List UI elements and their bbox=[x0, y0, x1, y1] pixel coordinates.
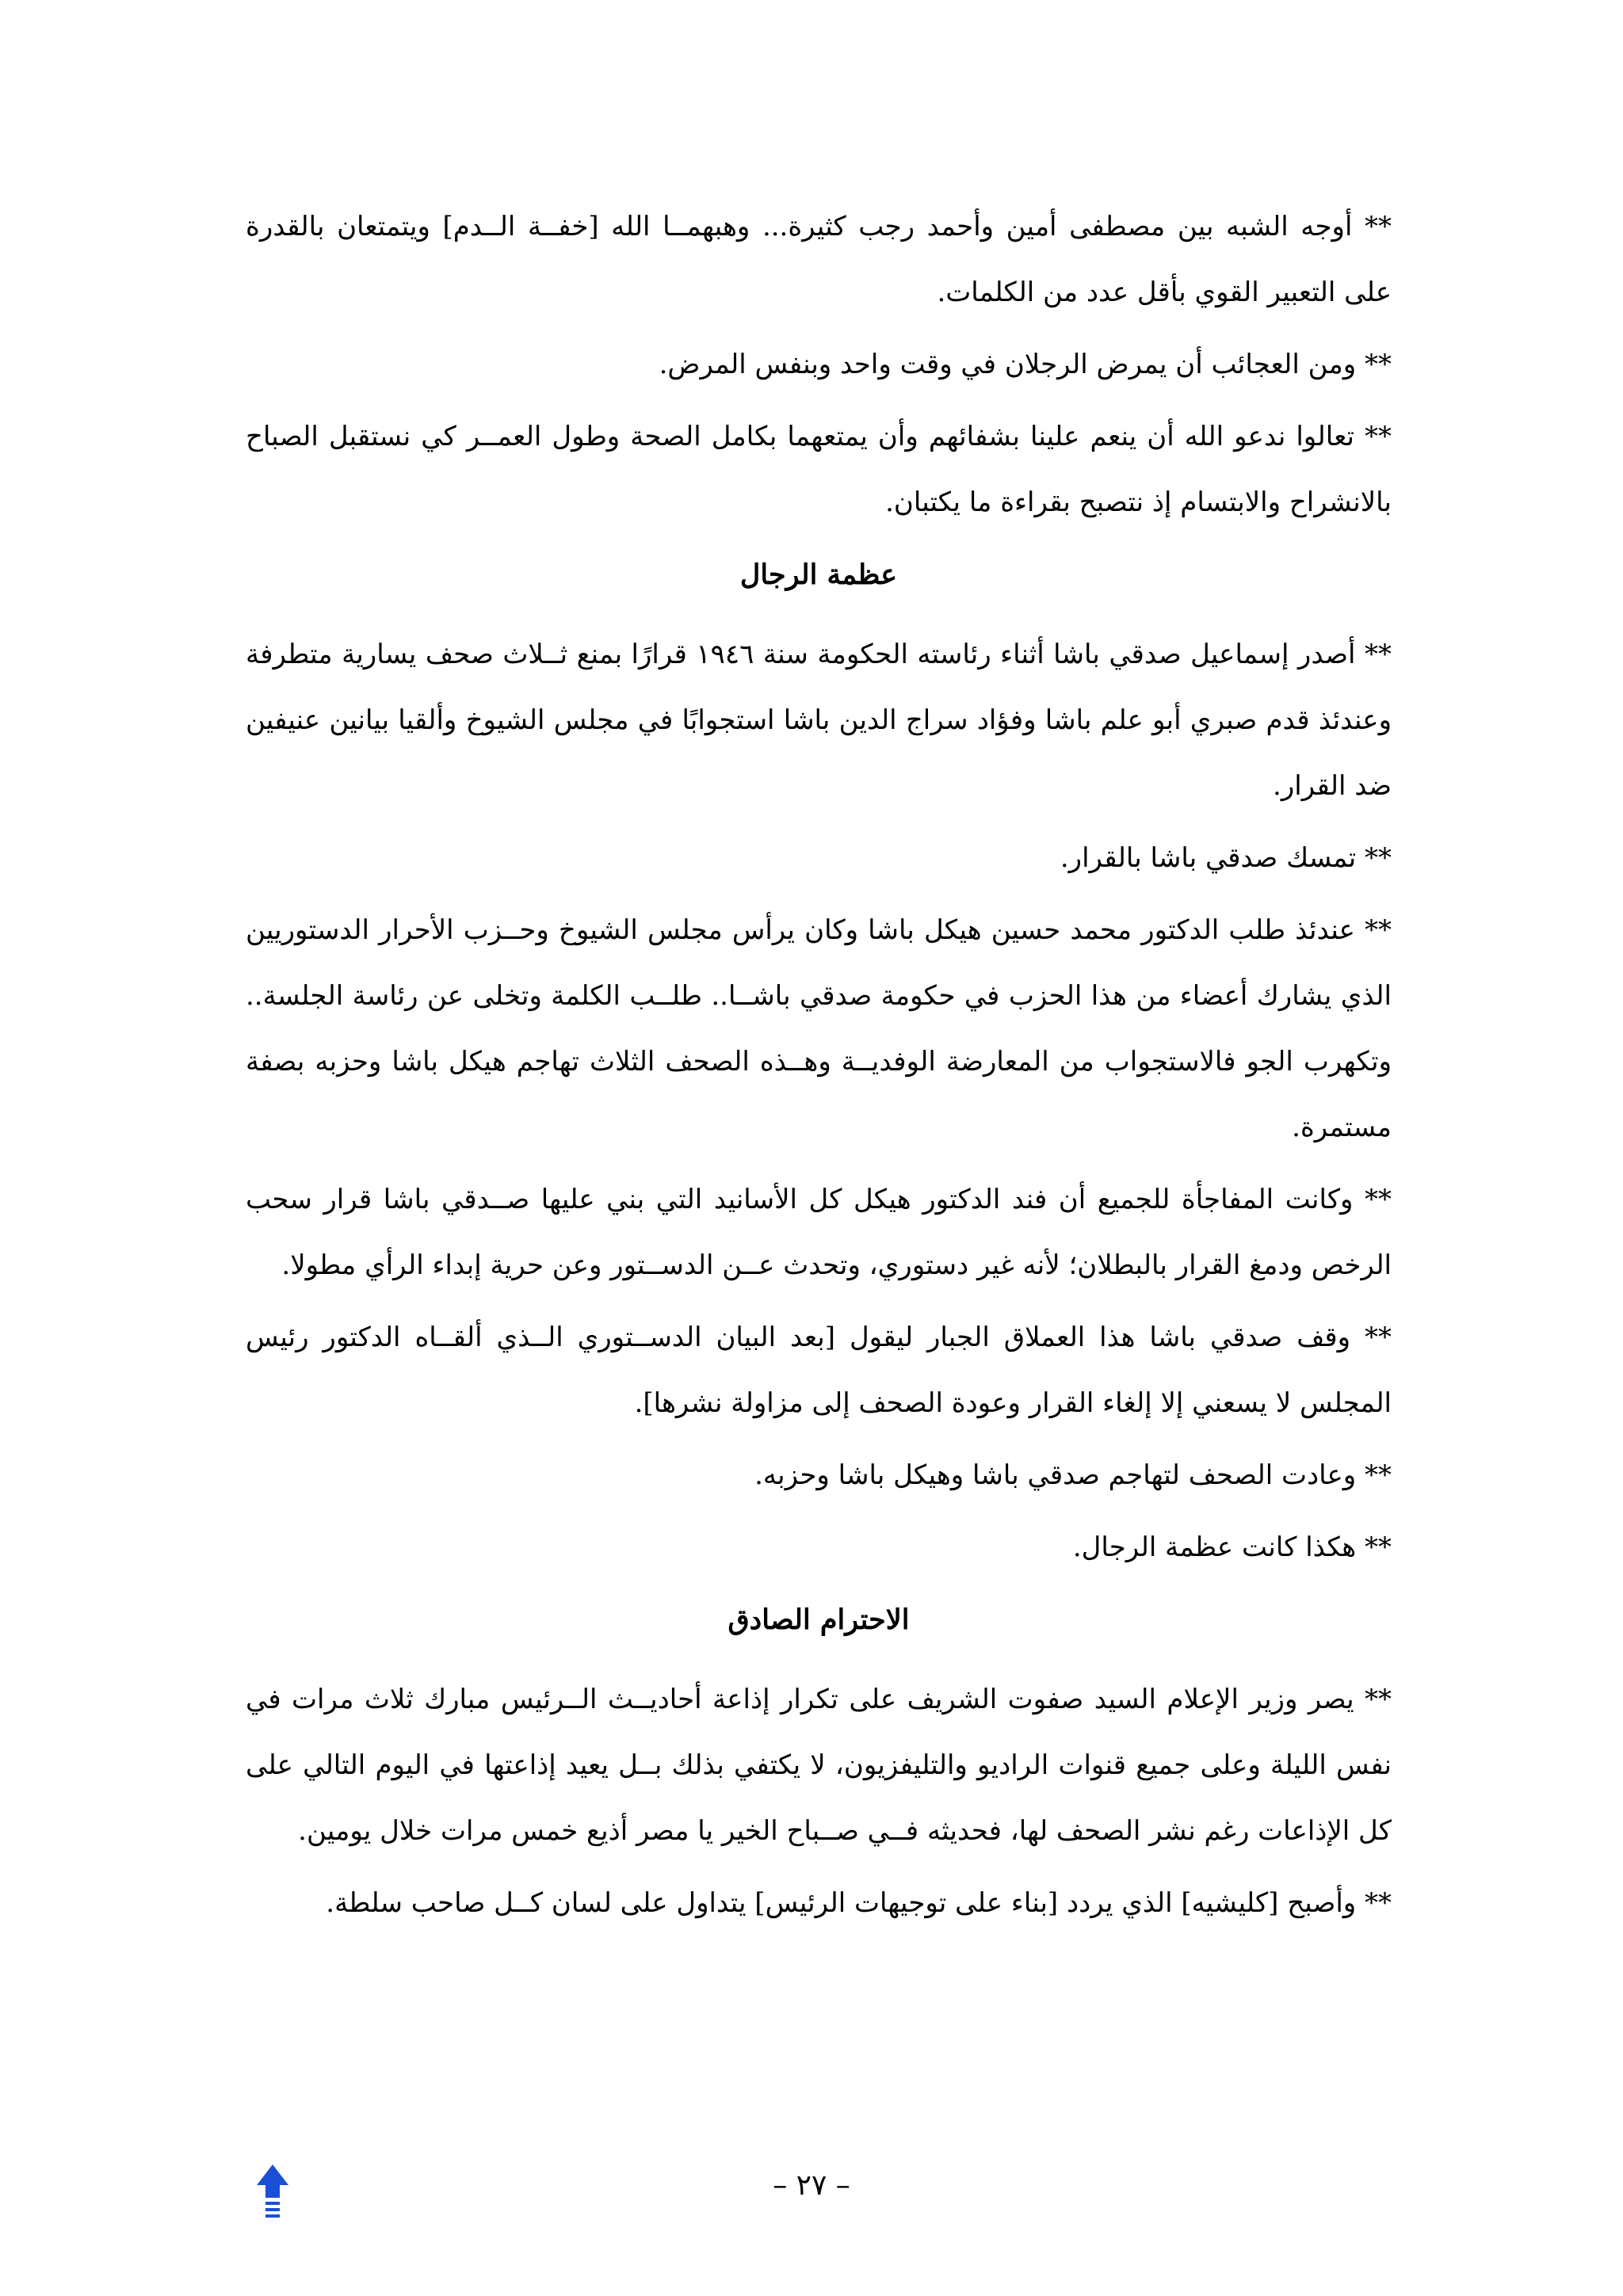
paragraph: ** وأصبح [كليشيه] الذي يردد [بناء على توجيهات الرئيس] يتداول على لسان كــل صاحب سلطة. bbox=[326, 1887, 1392, 1919]
paragraph: ** وعادت الصحف لتهاجم صدقي باشا وهيكل باشا وحزبه. bbox=[754, 1459, 1392, 1491]
paragraph: ** وقف صدقي باشا هذا العملاق الجبار ليقول [بعد البيان الدســتوري الــذي ألقــاه الدكتور رئيس المجلس لا يسعني إلا إلغاء القرار وعودة الصحف إلى مزاولة نشرها]. bbox=[246, 1322, 1392, 1419]
paragraph: ** يصر وزير الإعلام السيد صفوت الشريف على تكرار إذاعة أحاديــث الــرئيس مبارك ثلاث مرات في نفس الليلة وعلى جميع قنوات الراديو والتليفزيون، لا يكتفي بذلك بــل يعيد إذاعتها في اليوم التالي على كل الإذاعات رغم نشر الصحف لها، فحديثه فــي صــباح الخير يا مصر أذيع خمس مرات خلال يومين. bbox=[246, 1684, 1392, 1847]
page-number: – ٢٧ – bbox=[773, 2169, 850, 2202]
paragraph: ** عندئذ طلب الدكتور محمد حسين هيكل باشا وكان يرأس مجلس الشيوخ وحــزب الأحرار الدستوريين الذي يشارك أعضاء من هذا الحزب في حكومة صدقي باشــا.. طلــب الكلمة وتخلى عن رئاسة الجلسة.. وتكهرب الجو فالاستجواب من المعارضة الوفديــة وهــذه الصحف الثلاث تهاجم هيكل باشا وحزبه بصفة مستمرة. bbox=[246, 914, 1392, 1143]
up-arrow-icon[interactable] bbox=[255, 2163, 290, 2218]
paragraph: ** تعالوا ندعو الله أن ينعم علينا بشفائهم وأن يمتعهما بكامل الصحة وطول العمــر كي نستقبل الصباح بالانشراح والابتسام إذ نتصبح بقراءة ما يكتبان. bbox=[246, 421, 1392, 518]
paragraph: ** هكذا كانت عظمة الرجال. bbox=[1072, 1531, 1392, 1563]
section-heading: عظمة الرجال bbox=[739, 559, 898, 591]
paragraph: ** أوجه الشبه بين مصطفى أمين وأحمد رجب كثيرة... وهبهمــا الله [خفــة الــدم] ويتمتعان بالقدرة على التعبير القوي بأقل عدد من الكلمات. bbox=[246, 211, 1392, 308]
document-body bbox=[246, 194, 1392, 1943]
paragraph: ** وكانت المفاجأة للجميع أن فند الدكتور هيكل كل الأسانيد التي بني عليها صــدقي باشا قرار سحب الرخص ودمغ القرار بالبطلان؛ لأنه غير دستوري، وتحدث عــن الدســتور وعن حرية إبداء الرأي مطولا. bbox=[246, 1184, 1392, 1281]
paragraph: ** أصدر إسماعيل صدقي باشا أثناء رئاسته الحكومة سنة ١٩٤٦ قرارًا بمنع ثــلاث صحف يسارية متطرفة وعندئذ قدم صبري أبو علم باشا وفؤاد سراج الدين باشا استجوابًا في مجلس الشيوخ وألقيا بيانين عنيفين ضد القرار. bbox=[246, 639, 1392, 802]
paragraph: ** تمسك صدقي باشا بالقرار. bbox=[1060, 842, 1392, 874]
section-heading: الاحترام الصادق bbox=[727, 1604, 910, 1636]
paragraph: ** ومن العجائب أن يمرض الرجلان في وقت واحد وبنفس المرض. bbox=[659, 349, 1392, 380]
